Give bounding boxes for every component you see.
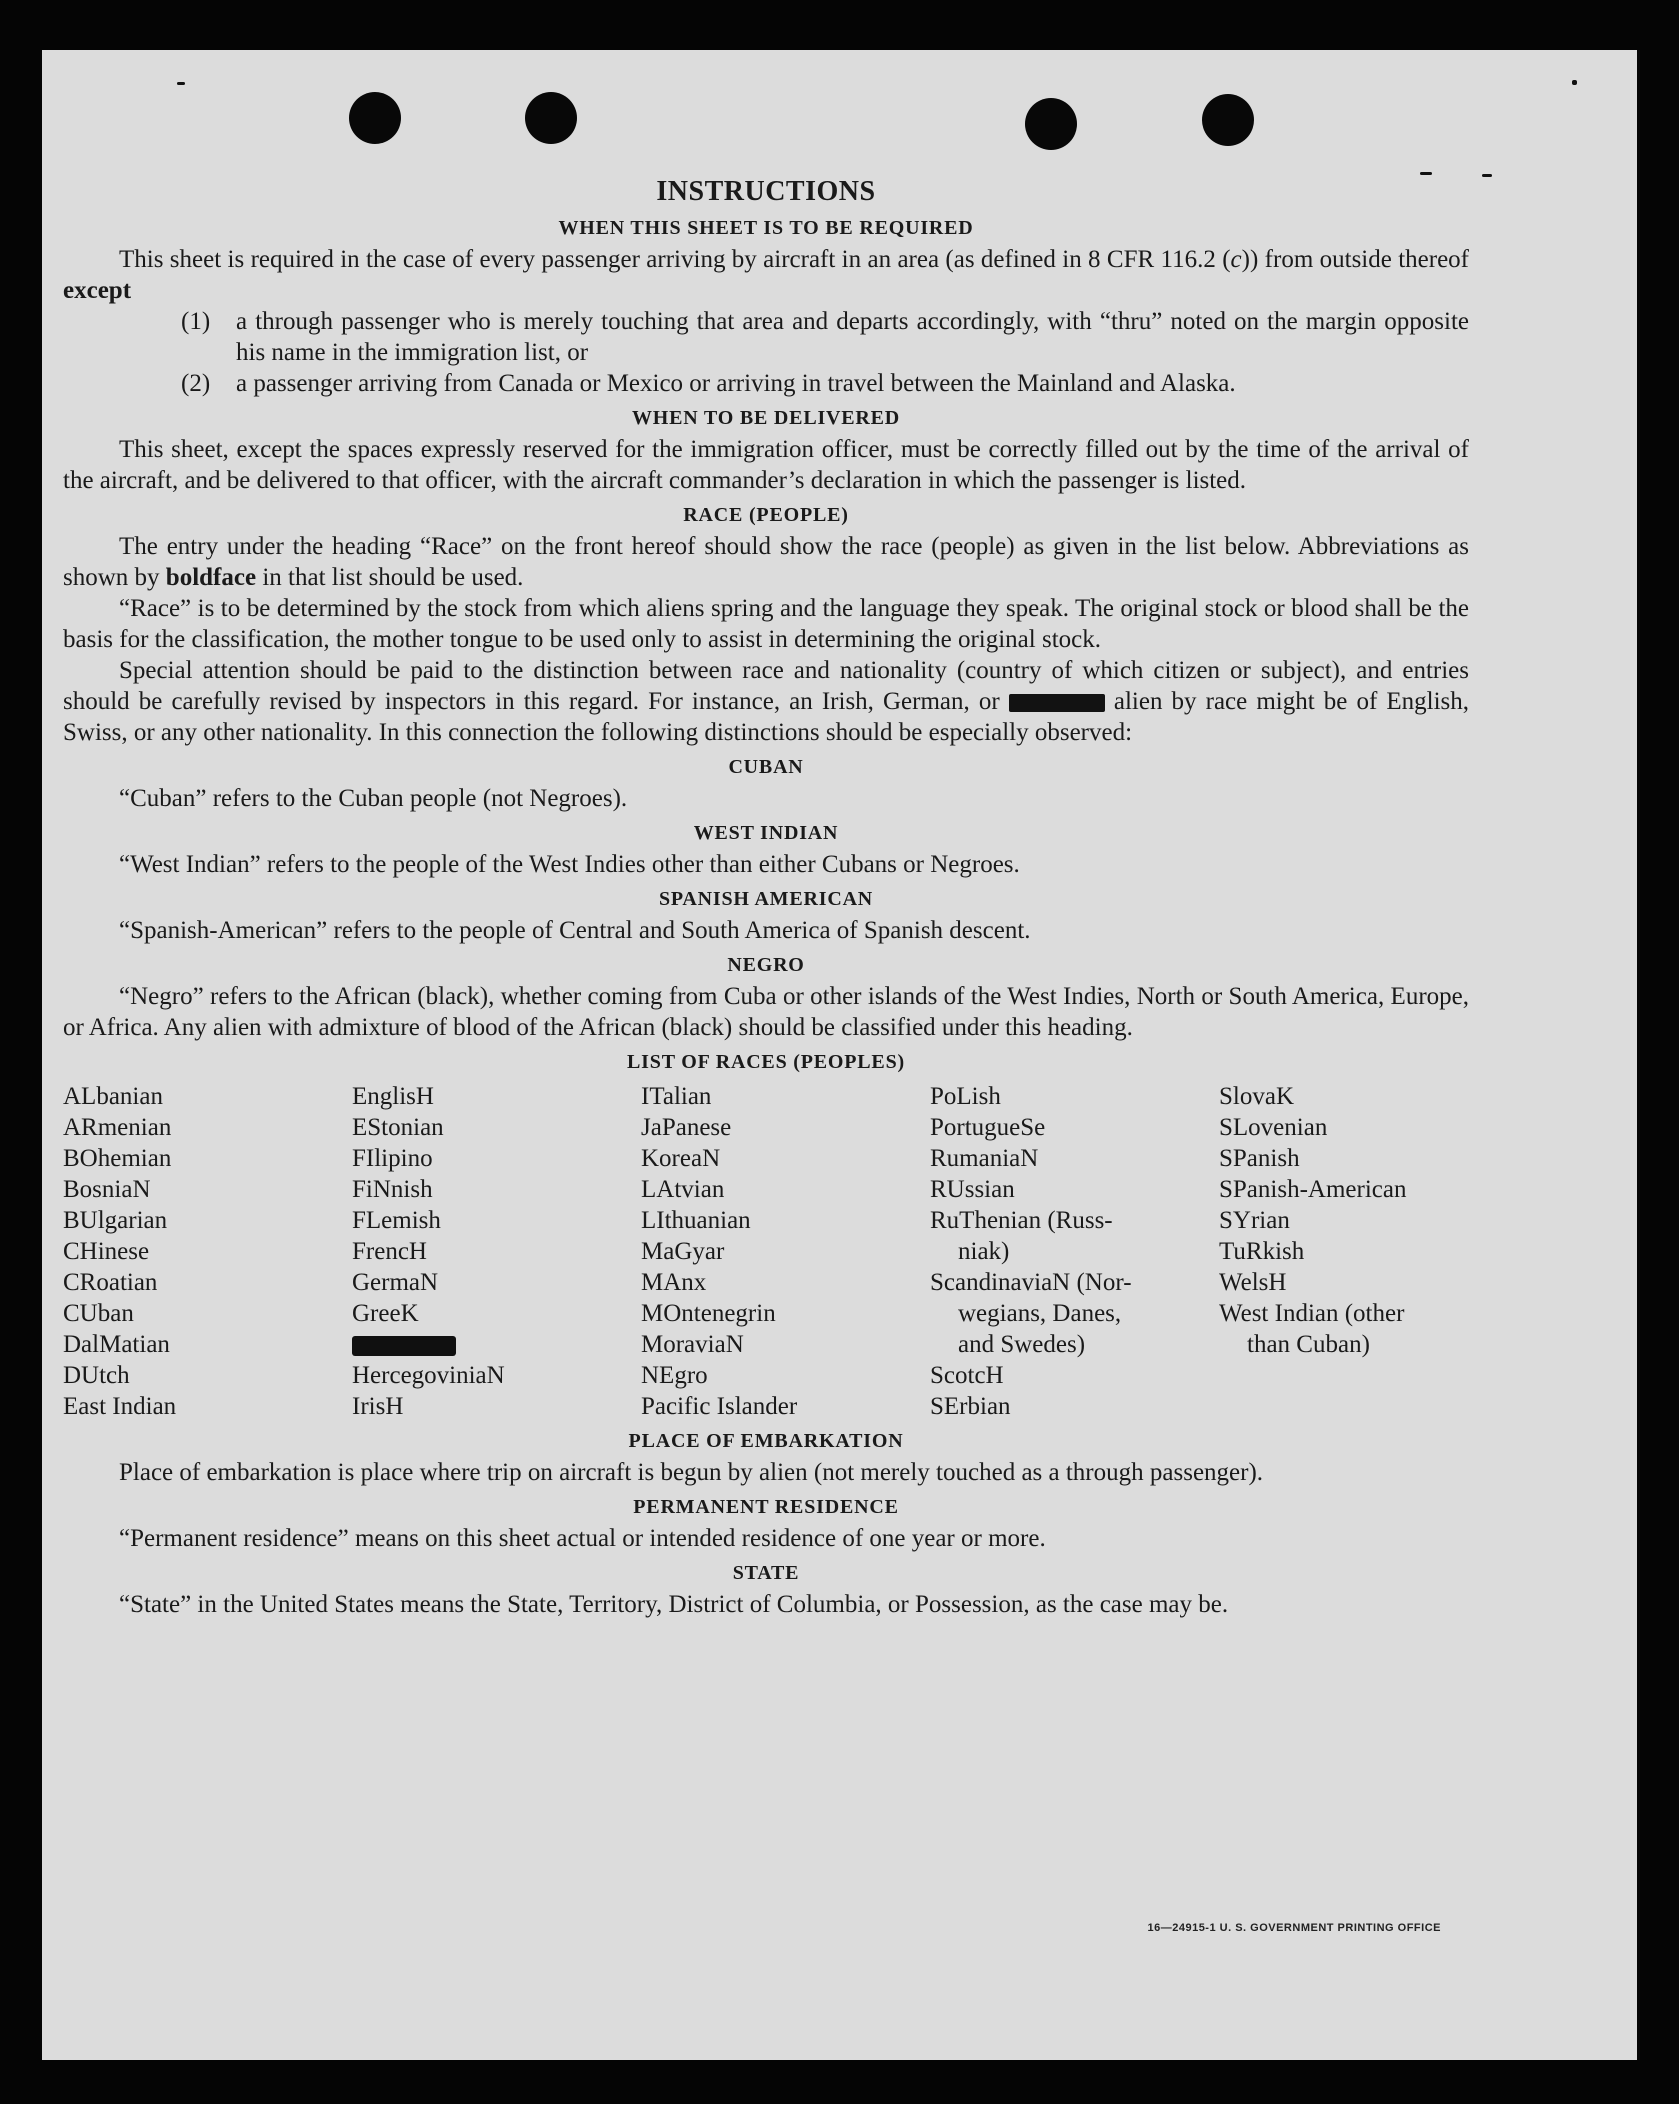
redaction-mark bbox=[1009, 694, 1105, 712]
paragraph: “Spanish-American” refers to the people of Central and South America of Spanish descent. bbox=[119, 917, 1031, 944]
section-heading: LIST OF RACES (PEOPLES) bbox=[627, 1051, 905, 1073]
race-entry: SPanish-American bbox=[1219, 1176, 1407, 1203]
race-entry: FrencH bbox=[352, 1238, 427, 1265]
page-title: INSTRUCTIONS bbox=[656, 176, 876, 207]
race-entry: MaGyar bbox=[641, 1238, 725, 1265]
race-entry: EnglisH bbox=[352, 1083, 434, 1110]
paragraph: Place of embarkation is place where trip on aircraft is begun by alien (not merely touched as a through passenger). bbox=[119, 1459, 1264, 1486]
paragraph: “Cuban” refers to the Cuban people (not Negroes). bbox=[119, 785, 628, 812]
race-column bbox=[930, 1081, 1219, 1422]
race-entry: RUssian bbox=[930, 1176, 1015, 1203]
race-entry: DalMatian bbox=[63, 1331, 170, 1358]
race-entry: HercegoviniaN bbox=[352, 1362, 505, 1389]
section-heading: NEGRO bbox=[727, 954, 805, 976]
race-entry: East Indian bbox=[63, 1393, 177, 1420]
race-entry: PoLish bbox=[930, 1083, 1001, 1110]
paragraph: This sheet, except the spaces expressly reserved for the immigration officer, must be correctly filled out by the time of the arrival of the aircraft, and be delivered to that officer, with the aircraft commander’s declaration in which the passenger is listed. bbox=[63, 436, 1469, 494]
punch-hole bbox=[525, 92, 577, 144]
paragraph: “Race” is to be determined by the stock from which aliens spring and the language they speak. The original stock or blood shall be the basis for the classification, the mother tongue to be used only to assist in determining the original stock. bbox=[63, 595, 1469, 653]
race-entry: niak) bbox=[958, 1238, 1010, 1265]
redaction-mark bbox=[352, 1336, 456, 1356]
instructions-body bbox=[63, 175, 1469, 1620]
section-heading: RACE (PEOPLE) bbox=[683, 504, 849, 526]
race-entry: BOhemian bbox=[63, 1145, 172, 1172]
section-heading: PERMANENT RESIDENCE bbox=[633, 1496, 899, 1518]
paragraph: This sheet is required in the case of every passenger arriving by aircraft in an area (as defined in 8 CFR 116.2 (c)) from outside thereof except bbox=[63, 246, 1469, 304]
section-heading: WEST INDIAN bbox=[693, 822, 839, 844]
race-entry: FiNnish bbox=[352, 1176, 433, 1203]
race-column bbox=[63, 1081, 352, 1422]
race-entry: RuThenian (Russ- bbox=[930, 1207, 1113, 1234]
race-entry: wegians, Danes, bbox=[958, 1300, 1122, 1327]
race-entry: CRoatian bbox=[63, 1269, 158, 1296]
list-item: (2) a passenger arriving from Canada or Mexico or arriving in travel between the Mainland and Alaska. bbox=[181, 370, 1236, 397]
race-entry: WelsH bbox=[1219, 1269, 1287, 1296]
race-entry: SYrian bbox=[1219, 1207, 1290, 1234]
race-entry: LIthuanian bbox=[641, 1207, 751, 1234]
race-entry: EStonian bbox=[352, 1114, 444, 1141]
race-entry: DUtch bbox=[63, 1362, 130, 1389]
race-entry: GreeK bbox=[352, 1300, 419, 1327]
race-entry: IrisH bbox=[352, 1393, 404, 1420]
section-heading: SPANISH AMERICAN bbox=[658, 888, 874, 910]
race-entry: FIlipino bbox=[352, 1145, 433, 1172]
document-page bbox=[42, 50, 1637, 2060]
race-entry bbox=[352, 1329, 641, 1360]
print-code: 16—24915-1 U. S. GOVERNMENT PRINTING OFFICE bbox=[1147, 1922, 1441, 1934]
scan-speck bbox=[1572, 80, 1577, 85]
punch-hole bbox=[1025, 98, 1077, 150]
race-entry: Pacific Islander bbox=[641, 1393, 798, 1420]
race-entry: KoreaN bbox=[641, 1145, 721, 1172]
race-entry: JaPanese bbox=[641, 1114, 732, 1141]
section-heading: WHEN TO BE DELIVERED bbox=[631, 407, 901, 429]
section-heading: CUBAN bbox=[728, 756, 804, 778]
race-entry: MOntenegrin bbox=[641, 1300, 776, 1327]
race-list bbox=[63, 1081, 1469, 1422]
paragraph: The entry under the heading “Race” on the front hereof should show the race (people) as given in the list below. Abbreviations as shown by boldface in that list should be used. bbox=[63, 533, 1469, 591]
race-entry: MoraviaN bbox=[641, 1331, 744, 1358]
list-item: (1) a through passenger who is merely touching that area and departs accordingly, with “thru” noted on the margin opposite his name in the immigration list, or bbox=[181, 308, 1469, 366]
race-entry: ScandinaviaN (Nor- bbox=[930, 1269, 1132, 1296]
paragraph: “Permanent residence” means on this sheet actual or intended residence of one year or more. bbox=[119, 1525, 1046, 1552]
punch-hole bbox=[1202, 94, 1254, 146]
race-entry: ARmenian bbox=[63, 1114, 172, 1141]
race-entry: SlovaK bbox=[1219, 1083, 1294, 1110]
paragraph: “State” in the United States means the State, Territory, District of Columbia, or Possession, as the case may be. bbox=[119, 1591, 1229, 1618]
race-entry: and Swedes) bbox=[958, 1331, 1086, 1358]
race-entry: SErbian bbox=[930, 1393, 1011, 1420]
race-entry: SLovenian bbox=[1219, 1114, 1328, 1141]
race-entry: NEgro bbox=[641, 1362, 708, 1389]
race-entry: TuRkish bbox=[1219, 1238, 1305, 1265]
race-column bbox=[641, 1081, 930, 1422]
race-entry: FLemish bbox=[352, 1207, 441, 1234]
race-entry: ALbanian bbox=[63, 1083, 163, 1110]
race-column bbox=[1219, 1081, 1469, 1422]
race-entry: CUban bbox=[63, 1300, 134, 1327]
paragraph: “West Indian” refers to the people of the West Indies other than either Cubans or Negroes. bbox=[119, 851, 1020, 878]
race-column bbox=[352, 1081, 641, 1422]
race-entry: SPanish bbox=[1219, 1145, 1300, 1172]
paragraph: Special attention should be paid to the distinction between race and nationality (country of which citizen or subject), and entries should be carefully revised by inspectors in this regard. For instance, an Irish, German, or alien by race might be of English, Swiss, or any other nationality. In this connection the following distinctions should be especially observed: bbox=[63, 657, 1469, 746]
scan-speck bbox=[177, 82, 185, 85]
race-entry: BUlgarian bbox=[63, 1207, 168, 1234]
race-entry: than Cuban) bbox=[1247, 1331, 1370, 1358]
race-entry: CHinese bbox=[63, 1238, 150, 1265]
race-entry: ScotcH bbox=[930, 1362, 1004, 1389]
race-entry: MAnx bbox=[641, 1269, 707, 1296]
race-entry: LAtvian bbox=[641, 1176, 725, 1203]
race-entry: GermaN bbox=[352, 1269, 439, 1296]
section-heading: STATE bbox=[732, 1562, 800, 1584]
scan-speck bbox=[1482, 174, 1492, 177]
race-entry: ITalian bbox=[641, 1083, 712, 1110]
section-heading: PLACE OF EMBARKATION bbox=[628, 1430, 904, 1452]
punch-hole bbox=[349, 92, 401, 144]
race-entry: BosniaN bbox=[63, 1176, 151, 1203]
section-heading: WHEN THIS SHEET IS TO BE REQUIRED bbox=[558, 217, 974, 239]
race-entry: PortugueSe bbox=[930, 1114, 1046, 1141]
race-entry: RumaniaN bbox=[930, 1145, 1039, 1172]
paragraph: “Negro” refers to the African (black), whether coming from Cuba or other islands of the West Indies, North or South America, Europe, or Africa. Any alien with admixture of blood of the African (black) should be classified under this heading. bbox=[63, 983, 1469, 1041]
race-entry: West Indian (other bbox=[1219, 1300, 1405, 1327]
